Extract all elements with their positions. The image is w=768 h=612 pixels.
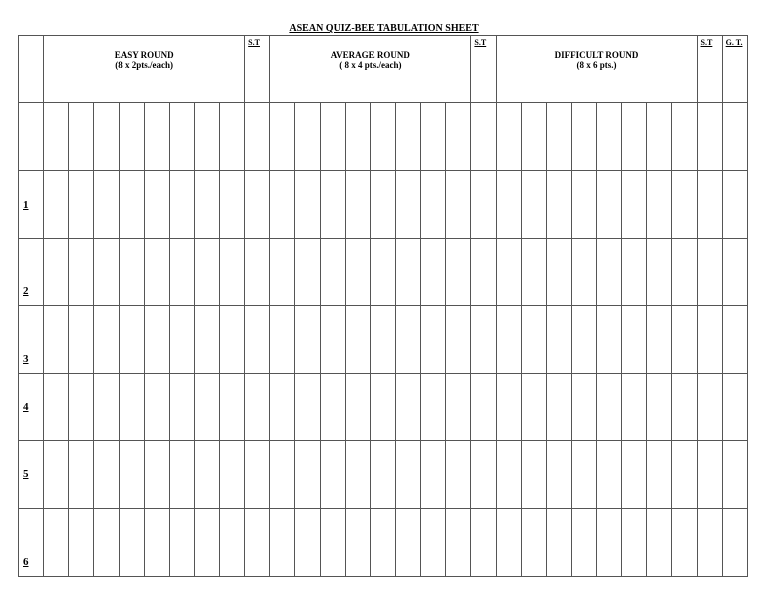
row-label: 5 <box>19 440 44 508</box>
score-cell[interactable] <box>345 306 370 373</box>
row-label: 1 <box>19 171 44 239</box>
score-cell[interactable] <box>220 306 245 373</box>
score-cell[interactable] <box>94 508 119 576</box>
score-cell[interactable] <box>245 239 270 306</box>
score-cell[interactable] <box>471 239 496 306</box>
score-cell[interactable] <box>546 239 571 306</box>
score-cell[interactable] <box>446 171 471 239</box>
score-cell[interactable] <box>496 373 521 440</box>
score-cell[interactable] <box>496 239 521 306</box>
score-cell[interactable] <box>647 440 672 508</box>
score-cell[interactable] <box>320 373 345 440</box>
score-cell[interactable] <box>169 171 194 239</box>
score-cell[interactable] <box>119 373 144 440</box>
score-cell[interactable] <box>94 306 119 373</box>
difficult-round-name: DIFFICULT ROUND <box>554 50 639 60</box>
score-cell[interactable] <box>697 239 722 306</box>
score-cell[interactable] <box>44 508 69 576</box>
score-cell[interactable] <box>295 440 320 508</box>
score-cell[interactable] <box>295 239 320 306</box>
score-cell[interactable] <box>622 373 647 440</box>
score-cell[interactable] <box>119 508 144 576</box>
score-cell[interactable] <box>194 508 219 576</box>
score-cell[interactable] <box>270 373 295 440</box>
score-cell[interactable] <box>94 171 119 239</box>
score-cell[interactable] <box>395 373 420 440</box>
score-cell[interactable] <box>144 171 169 239</box>
score-cell[interactable] <box>546 373 571 440</box>
score-cell[interactable] <box>571 171 596 239</box>
score-cell[interactable] <box>672 373 697 440</box>
table-row <box>19 508 748 576</box>
score-cell[interactable] <box>521 373 546 440</box>
score-cell[interactable] <box>622 440 647 508</box>
score-cell[interactable] <box>471 103 496 171</box>
score-cell[interactable] <box>345 508 370 576</box>
score-cell[interactable] <box>571 508 596 576</box>
row-label: 6 <box>19 508 44 576</box>
score-cell[interactable] <box>245 440 270 508</box>
easy-round-header <box>44 36 245 103</box>
score-cell[interactable] <box>345 171 370 239</box>
score-cell[interactable] <box>295 508 320 576</box>
score-cell[interactable] <box>597 239 622 306</box>
score-cell[interactable] <box>169 239 194 306</box>
score-cell[interactable] <box>571 103 596 171</box>
score-cell[interactable] <box>647 103 672 171</box>
tabulation-table <box>18 35 748 577</box>
score-cell[interactable] <box>194 306 219 373</box>
score-cell[interactable] <box>220 171 245 239</box>
score-cell[interactable] <box>270 103 295 171</box>
score-cell[interactable] <box>320 508 345 576</box>
score-cell[interactable] <box>395 103 420 171</box>
score-cell[interactable] <box>320 239 345 306</box>
score-cell[interactable] <box>571 239 596 306</box>
score-cell[interactable] <box>722 373 747 440</box>
score-cell[interactable] <box>169 373 194 440</box>
score-cell[interactable] <box>421 306 446 373</box>
score-cell[interactable] <box>421 373 446 440</box>
score-cell[interactable] <box>169 508 194 576</box>
score-cell[interactable] <box>546 103 571 171</box>
easy-round-detail: (8 x 2pts./each) <box>115 60 174 70</box>
score-cell[interactable] <box>672 171 697 239</box>
score-cell[interactable] <box>69 171 94 239</box>
score-cell[interactable] <box>672 306 697 373</box>
score-cell[interactable] <box>194 103 219 171</box>
row-label: 2 <box>19 239 44 306</box>
score-cell[interactable] <box>270 239 295 306</box>
score-cell[interactable] <box>345 239 370 306</box>
grand-total-header: G. T. <box>722 36 747 103</box>
score-cell[interactable] <box>446 440 471 508</box>
table-row <box>19 373 748 440</box>
score-cell[interactable] <box>345 103 370 171</box>
score-cell[interactable] <box>370 508 395 576</box>
score-cell[interactable] <box>722 306 747 373</box>
score-cell[interactable] <box>571 306 596 373</box>
score-cell[interactable] <box>370 373 395 440</box>
score-cell[interactable] <box>295 373 320 440</box>
score-cell[interactable] <box>471 440 496 508</box>
corner-cell <box>19 36 44 103</box>
score-cell[interactable] <box>471 171 496 239</box>
score-cell[interactable] <box>722 239 747 306</box>
score-cell[interactable] <box>647 373 672 440</box>
score-cell[interactable] <box>471 306 496 373</box>
sheet-title: ASEAN QUIZ-BEE TABULATION SHEET <box>289 23 479 34</box>
difficult-round-detail: (8 x 6 pts.) <box>576 60 617 70</box>
difficult-subtotal-header: S.T <box>697 36 722 103</box>
score-cell[interactable] <box>647 508 672 576</box>
row-label: 3 <box>19 306 44 373</box>
score-cell[interactable] <box>597 103 622 171</box>
easy-round-name: EASY ROUND <box>114 50 174 60</box>
score-cell[interactable] <box>320 306 345 373</box>
average-round-name: AVERAGE ROUND <box>330 50 410 60</box>
score-cell[interactable] <box>395 171 420 239</box>
score-cell[interactable] <box>697 373 722 440</box>
score-cell[interactable] <box>44 306 69 373</box>
score-cell[interactable] <box>597 171 622 239</box>
score-cell[interactable] <box>496 440 521 508</box>
score-cell[interactable] <box>421 440 446 508</box>
score-cell[interactable] <box>94 103 119 171</box>
score-cell[interactable] <box>194 373 219 440</box>
score-cell[interactable] <box>144 440 169 508</box>
score-cell[interactable] <box>94 373 119 440</box>
average-subtotal-header: S.T <box>471 36 496 103</box>
score-cell[interactable] <box>69 306 94 373</box>
score-cell[interactable] <box>521 171 546 239</box>
table-row <box>19 306 748 373</box>
score-cell[interactable] <box>270 440 295 508</box>
score-cell[interactable] <box>421 171 446 239</box>
score-cell[interactable] <box>622 508 647 576</box>
score-cell[interactable] <box>395 306 420 373</box>
score-cell[interactable] <box>597 440 622 508</box>
score-cell[interactable] <box>169 103 194 171</box>
score-cell[interactable] <box>44 440 69 508</box>
score-cell[interactable] <box>446 373 471 440</box>
score-cell[interactable] <box>722 103 747 171</box>
score-cell[interactable] <box>622 239 647 306</box>
score-cell[interactable] <box>44 103 69 171</box>
score-cell[interactable] <box>69 103 94 171</box>
score-cell[interactable] <box>44 171 69 239</box>
score-cell[interactable] <box>69 239 94 306</box>
score-cell[interactable] <box>722 440 747 508</box>
score-cell[interactable] <box>647 171 672 239</box>
score-cell[interactable] <box>270 306 295 373</box>
score-cell[interactable] <box>546 171 571 239</box>
score-cell[interactable] <box>496 103 521 171</box>
score-cell[interactable] <box>521 103 546 171</box>
score-cell[interactable] <box>496 508 521 576</box>
score-cell[interactable] <box>119 103 144 171</box>
score-cell[interactable] <box>421 508 446 576</box>
score-cell[interactable] <box>194 440 219 508</box>
score-cell[interactable] <box>119 239 144 306</box>
score-cell[interactable] <box>245 103 270 171</box>
score-cell[interactable] <box>94 440 119 508</box>
score-cell[interactable] <box>370 239 395 306</box>
score-cell[interactable] <box>169 306 194 373</box>
table-row <box>19 103 748 171</box>
score-cell[interactable] <box>44 239 69 306</box>
score-cell[interactable] <box>496 171 521 239</box>
score-cell[interactable] <box>144 239 169 306</box>
score-cell[interactable] <box>144 103 169 171</box>
score-cell[interactable] <box>345 373 370 440</box>
score-cell[interactable] <box>144 508 169 576</box>
score-cell[interactable] <box>370 440 395 508</box>
score-cell[interactable] <box>245 171 270 239</box>
score-cell[interactable] <box>672 103 697 171</box>
score-cell[interactable] <box>395 508 420 576</box>
score-cell[interactable] <box>722 508 747 576</box>
score-cell[interactable] <box>672 508 697 576</box>
score-cell[interactable] <box>169 440 194 508</box>
score-cell[interactable] <box>194 239 219 306</box>
score-cell[interactable] <box>220 373 245 440</box>
score-cell[interactable] <box>647 239 672 306</box>
score-cell[interactable] <box>144 373 169 440</box>
score-cell[interactable] <box>446 239 471 306</box>
score-cell[interactable] <box>421 239 446 306</box>
score-cell[interactable] <box>521 306 546 373</box>
score-cell[interactable] <box>119 440 144 508</box>
score-cell[interactable] <box>471 373 496 440</box>
row-label: 4 <box>19 373 44 440</box>
score-cell[interactable] <box>245 508 270 576</box>
table-row <box>19 171 748 239</box>
score-cell[interactable] <box>597 508 622 576</box>
score-cell[interactable] <box>571 440 596 508</box>
score-cell[interactable] <box>597 306 622 373</box>
score-cell[interactable] <box>546 440 571 508</box>
score-cell[interactable] <box>270 171 295 239</box>
score-cell[interactable] <box>119 171 144 239</box>
score-cell[interactable] <box>395 239 420 306</box>
row-label <box>19 103 44 171</box>
score-cell[interactable] <box>320 103 345 171</box>
score-cell[interactable] <box>144 306 169 373</box>
header-row <box>19 36 748 103</box>
score-cell[interactable] <box>245 373 270 440</box>
score-cell[interactable] <box>521 440 546 508</box>
average-round-detail: ( 8 x 4 pts./each) <box>339 60 402 70</box>
score-cell[interactable] <box>697 103 722 171</box>
score-cell[interactable] <box>44 373 69 440</box>
table-row <box>19 239 748 306</box>
score-cell[interactable] <box>697 171 722 239</box>
difficult-round-header <box>496 36 697 103</box>
score-cell[interactable] <box>345 440 370 508</box>
score-cell[interactable] <box>546 508 571 576</box>
score-cell[interactable] <box>446 103 471 171</box>
score-cell[interactable] <box>697 306 722 373</box>
score-cell[interactable] <box>220 508 245 576</box>
score-cell[interactable] <box>69 508 94 576</box>
score-cell[interactable] <box>471 508 496 576</box>
score-cell[interactable] <box>370 306 395 373</box>
score-cell[interactable] <box>320 171 345 239</box>
score-cell[interactable] <box>672 239 697 306</box>
score-cell[interactable] <box>220 440 245 508</box>
score-cell[interactable] <box>119 306 144 373</box>
score-cell[interactable] <box>446 306 471 373</box>
score-cell[interactable] <box>521 508 546 576</box>
score-cell[interactable] <box>220 239 245 306</box>
score-cell[interactable] <box>446 508 471 576</box>
score-cell[interactable] <box>622 306 647 373</box>
score-cell[interactable] <box>622 171 647 239</box>
score-cell[interactable] <box>320 440 345 508</box>
score-cell[interactable] <box>496 306 521 373</box>
score-cell[interactable] <box>622 103 647 171</box>
score-cell[interactable] <box>597 373 622 440</box>
table-row <box>19 440 748 508</box>
score-cell[interactable] <box>295 306 320 373</box>
score-cell[interactable] <box>220 103 245 171</box>
score-cell[interactable] <box>697 440 722 508</box>
score-cell[interactable] <box>421 103 446 171</box>
score-cell[interactable] <box>647 306 672 373</box>
score-cell[interactable] <box>722 171 747 239</box>
score-cell[interactable] <box>69 373 94 440</box>
score-cell[interactable] <box>571 373 596 440</box>
score-cell[interactable] <box>395 440 420 508</box>
score-cell[interactable] <box>697 508 722 576</box>
score-cell[interactable] <box>370 103 395 171</box>
score-cell[interactable] <box>295 103 320 171</box>
score-cell[interactable] <box>270 508 295 576</box>
easy-subtotal-header: S.T <box>245 36 270 103</box>
score-cell[interactable] <box>521 239 546 306</box>
score-cell[interactable] <box>69 440 94 508</box>
score-cell[interactable] <box>194 171 219 239</box>
score-cell[interactable] <box>370 171 395 239</box>
score-cell[interactable] <box>672 440 697 508</box>
score-cell[interactable] <box>546 306 571 373</box>
score-cell[interactable] <box>245 306 270 373</box>
average-round-header <box>270 36 471 103</box>
score-cell[interactable] <box>295 171 320 239</box>
score-cell[interactable] <box>94 239 119 306</box>
